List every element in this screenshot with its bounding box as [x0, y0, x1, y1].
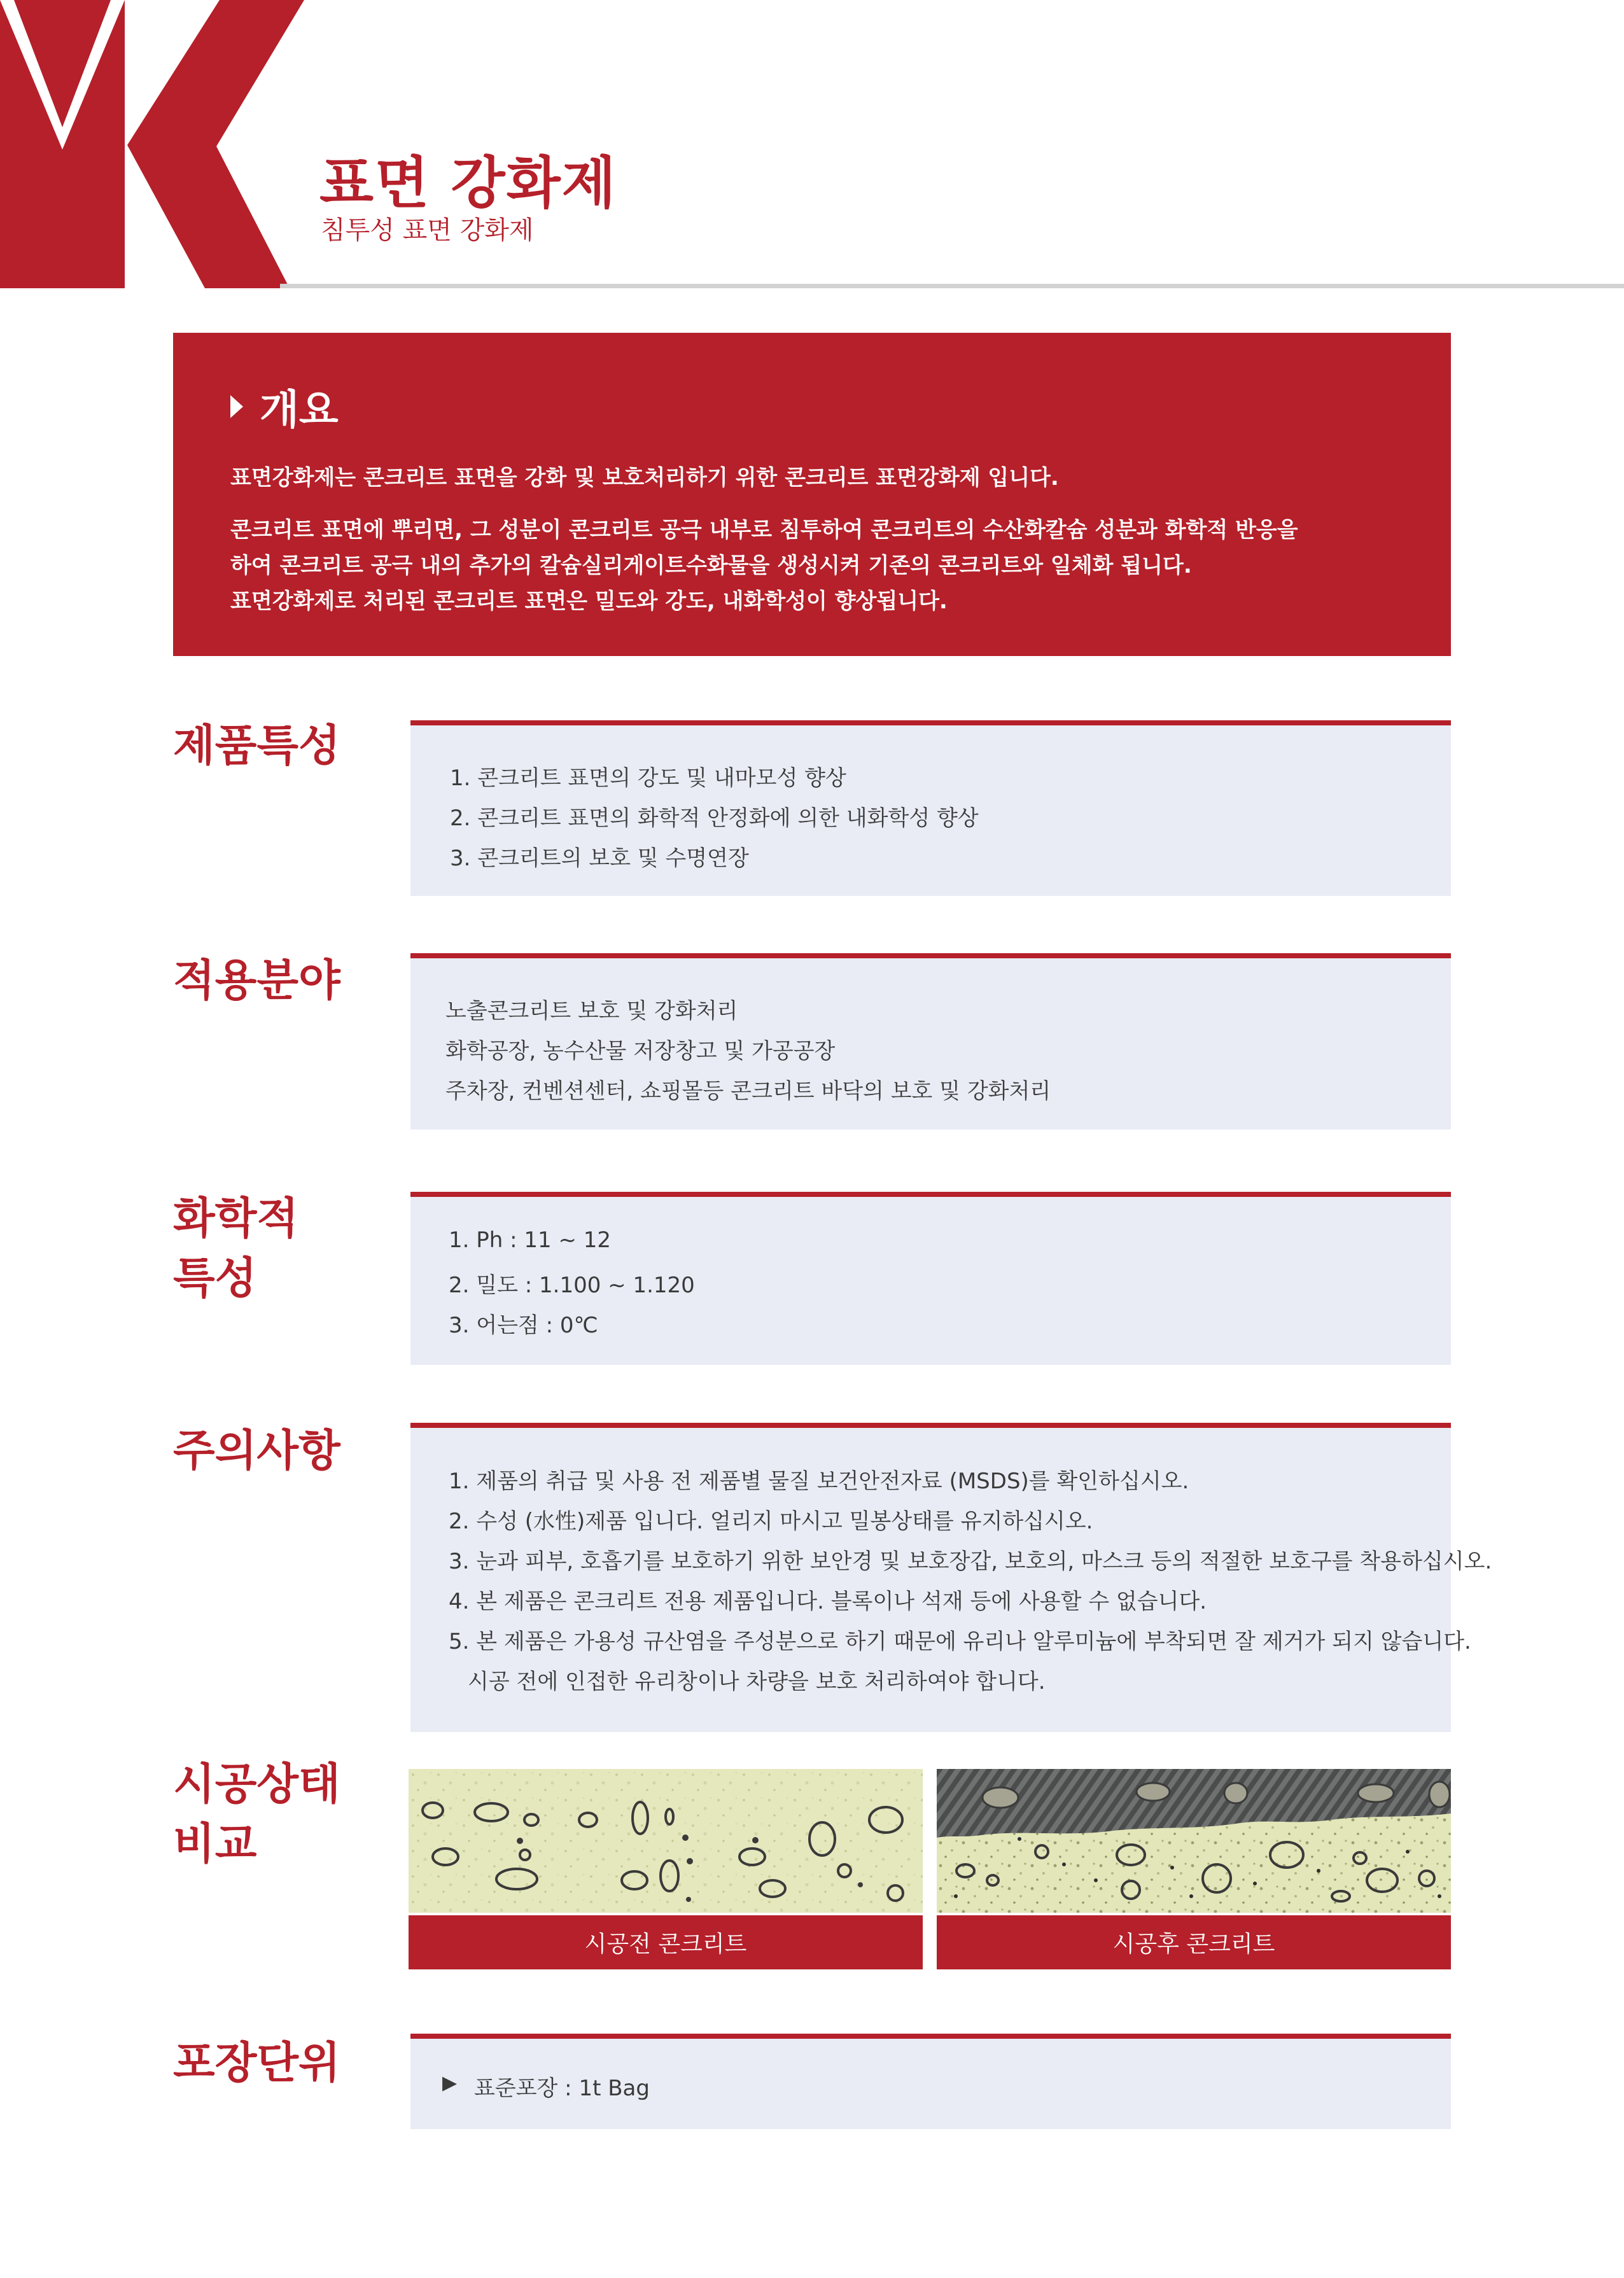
- triangle-bullet-icon: ▶: [442, 2072, 458, 2094]
- overview-heading-text: 개요: [260, 387, 339, 434]
- triangle-right-icon: [230, 395, 243, 418]
- packaging-box: [410, 2034, 1451, 2129]
- cautions-item: 1. 제품의 취급 및 사용 전 제품별 물질 보건안전자료 (MSDS)를 확인하십시오.: [449, 1469, 1189, 1494]
- chemical-box: [410, 1192, 1451, 1365]
- packaging-text: 표준포장 : 1t Bag: [474, 2076, 650, 2101]
- overview-line: 콘크리트 표면에 뿌리면, 그 성분이 콘크리트 공극 내부로 침투하여 콘크리트의 수산화칼슘 성분과 화학적 반응을: [230, 517, 1298, 543]
- applications-item: 노출콘크리트 보호 및 강화처리: [445, 998, 738, 1024]
- chemical-item: 1. Ph : 11 ~ 12: [449, 1227, 611, 1253]
- packaging-title: 포장단위: [173, 2038, 340, 2088]
- chemical-item: 2. 밀도 : 1.100 ~ 1.120: [449, 1273, 695, 1298]
- before-caption: 시공전 콘크리트: [409, 1915, 923, 1969]
- before-concrete-image: [409, 1769, 923, 1913]
- header-divider: [280, 284, 1624, 288]
- chemical-item: 3. 어는점 : 0℃: [449, 1313, 598, 1338]
- overview-heading: [230, 377, 339, 436]
- applications-title: 적용분야: [173, 956, 340, 1006]
- overview-line: 하여 콘크리트 공극 내의 추가의 칼슘실리게이트수화물을 생성시켜 기존의 콘크리트와 일체화 됩니다.: [230, 553, 1192, 578]
- overview-panel: [173, 333, 1451, 656]
- cautions-item: 3. 눈과 피부, 호흡기를 보호하기 위한 보안경 및 보호장갑, 보호의, 마스크 등의 적절한 보호구를 착용하십시오.: [449, 1549, 1492, 1574]
- comparison-title-line2: 비교: [173, 1819, 257, 1869]
- applications-box: [410, 953, 1451, 1129]
- overview-line: 표면강화제로 처리된 콘크리트 표면은 밀도와 강도, 내화학성이 향상됩니다.: [230, 589, 948, 614]
- after-caption: 시공후 콘크리트: [937, 1915, 1451, 1969]
- chemical-title-line2: 특성: [173, 1254, 257, 1304]
- overview-line: 표면강화제는 콘크리트 표면을 강화 및 보호처리하기 위한 콘크리트 표면강화제 입니다.: [230, 465, 1059, 491]
- applications-item: 주차장, 컨벤션센터, 쇼핑몰등 콘크리트 바닥의 보호 및 강화처리: [445, 1079, 1051, 1104]
- after-concrete-image: [937, 1769, 1451, 1913]
- comparison-title-line1: 시공상태: [173, 1759, 340, 1810]
- features-item: 1. 콘크리트 표면의 강도 및 내마모성 향상: [450, 765, 846, 791]
- page-subtitle: 침투성 표면 강화제: [321, 216, 534, 245]
- features-item: 2. 콘크리트 표면의 화학적 안정화에 의한 내화학성 향상: [450, 806, 979, 831]
- cautions-box: [410, 1423, 1492, 1732]
- cautions-item: 4. 본 제품은 콘크리트 전용 제품입니다. 블록이나 석재 등에 사용할 수 없습니다.: [449, 1589, 1207, 1614]
- features-title: 제품특성: [173, 721, 340, 771]
- cautions-item-continued: 시공 전에 인접한 유리창이나 차량을 보호 처리하여야 합니다.: [468, 1669, 1046, 1695]
- page-title: 표면 강화제: [319, 150, 617, 216]
- brand-logo: [0, 0, 305, 293]
- cautions-title: 주의사항: [173, 1426, 340, 1476]
- cautions-item: 2. 수성 (水性)제품 입니다. 얼리지 마시고 밀봉상태를 유지하십시오.: [449, 1509, 1093, 1534]
- applications-item: 화학공장, 농수산물 저장창고 및 가공공장: [445, 1038, 836, 1064]
- cautions-item: 5. 본 제품은 가용성 규산염을 주성분으로 하기 때문에 유리나 알루미늄에 부착되면 잘 제거가 되지 않습니다.: [449, 1629, 1471, 1654]
- chemical-title-line1: 화학적: [173, 1194, 299, 1244]
- features-item: 3. 콘크리트의 보호 및 수명연장: [450, 846, 749, 871]
- features-box: [410, 720, 1451, 896]
